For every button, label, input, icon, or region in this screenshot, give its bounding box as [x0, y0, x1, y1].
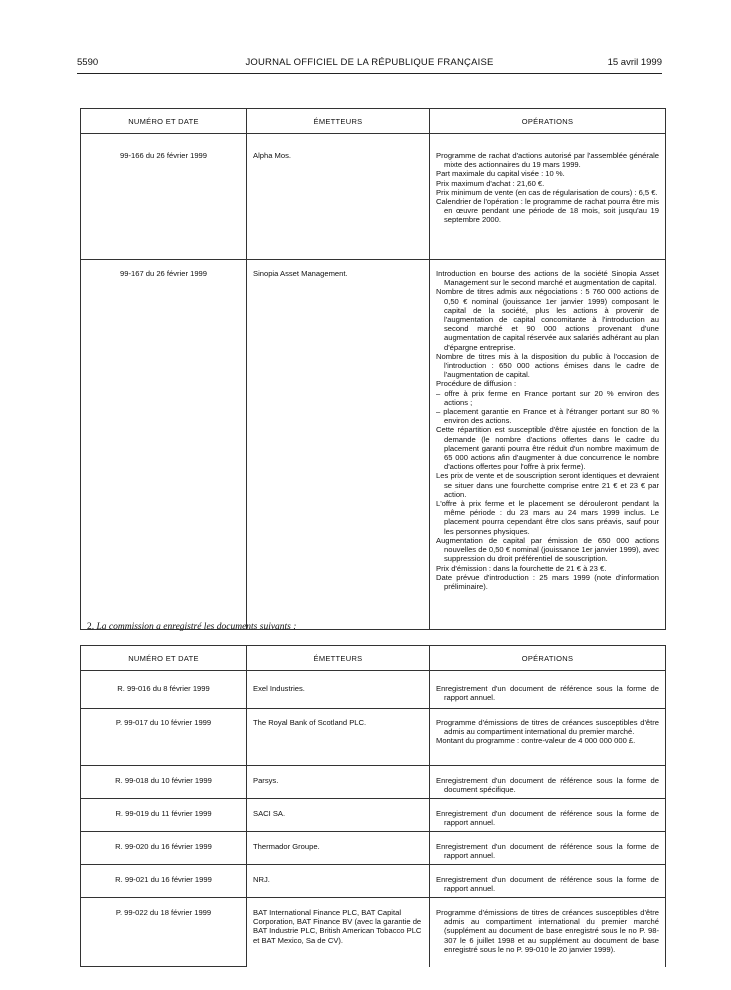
operation-line: Enregistrement d'un document de référence sous la forme de rapport annuel. [436, 842, 659, 861]
operations-cell [430, 134, 666, 260]
operation-line: Cette répartition est susceptible d'être ajustée en fonction de la demande (le nombre d'actions offertes dans le cadre du placement garanti pourra être réduit d'un nombre maximum de 65 000 actions afin d'augmenter à due concurrence le nombre d'actions offertes pour l'offre à prix ferme). [436, 425, 659, 472]
journal-title: JOURNAL OFFICIEL DE LA RÉPUBLIQUE FRANÇAISE [245, 57, 494, 68]
numero-cell: P. 99-017 du 10 février 1999 [81, 709, 247, 766]
numero-cell: 99-166 du 26 février 1999 [81, 134, 247, 260]
column-header-numero: NUMÉRO ET DATE [81, 646, 247, 671]
table-row [81, 134, 666, 260]
operation-line: Enregistrement d'un document de référence sous la forme de rapport annuel. [436, 875, 659, 894]
table-row [81, 865, 666, 898]
numero-cell: 99-167 du 26 février 1999 [81, 260, 247, 630]
operation-line: Enregistrement d'un document de référence sous la forme de document spécifique. [436, 776, 659, 795]
numero-cell: R. 99-019 du 11 février 1999 [81, 799, 247, 832]
numero-cell: R. 99-016 du 8 février 1999 [81, 671, 247, 709]
table-row [81, 709, 666, 766]
numero-cell: R. 99-020 du 16 février 1999 [81, 832, 247, 865]
emetteur-cell: Alpha Mos. [247, 134, 430, 260]
column-header-emetteurs: ÉMETTEURS [247, 109, 430, 134]
operation-line: Augmentation de capital par émission de 650 000 actions nouvelles de 0,50 € nominal (jouissance 1er janvier 1999), avec suppression du droit préférentiel de souscription. [436, 535, 659, 564]
operation-line: Les prix de vente et de souscription seront identiques et devraient se situer dans une fourchette comprise entre 21 € et 23 € par action. [436, 471, 659, 499]
emetteur-cell: Thermador Groupe. [247, 832, 430, 865]
emetteur-cell: Parsys. [247, 766, 430, 799]
operation-line: L'offre à prix ferme et le placement se dérouleront pendant la même période : du 23 mars au 24 mars 1999 inclus. Le placement pourra cependant être clos sans préavis, sauf pour les personnes physiques. [436, 499, 659, 536]
operations-cell [430, 865, 666, 898]
operation-line: Programme de rachat d'actions autorisé par l'assemblée générale mixte des actionnaires du 19 mars 1999. [436, 151, 659, 170]
operation-line: Nombre de titres admis aux négociations : 5 760 000 actions de 0,50 € nominal (jouissance 1er janvier 1999) composant le capital de la société, plus les actions à provenir de l'augmentation de capital concomitante à l'introduction au second marché et 90 000 actions provenant d'une augmentation de capital réservée aux salariés adhérant au plan d'épargne entreprise. [436, 287, 659, 352]
operation-line: Programme d'émissions de titres de créances susceptibles d'être admis au compartiment international du premier marché. [436, 718, 659, 737]
table-row [81, 260, 666, 630]
operations-cell [430, 671, 666, 709]
operations-cell [430, 709, 666, 766]
operations-cell [430, 260, 666, 630]
emetteur-cell: SACI SA. [247, 799, 430, 832]
operations-table [80, 108, 666, 630]
operation-line: Calendrier de l'opération : le programme de rachat pourra être mis en œuvre pendant une période de 18 mois, soit jusqu'au 19 septembre 2000. [436, 197, 659, 225]
operation-line: Enregistrement d'un document de référence sous la forme de rapport annuel. [436, 684, 659, 703]
page-header [77, 57, 662, 71]
documents-table [80, 645, 666, 967]
operation-line: Prix maximum d'achat : 21,60 €. [436, 178, 545, 188]
section-text: La commission a enregistré les documents suivants : [96, 622, 297, 632]
column-header-emetteurs: ÉMETTEURS [247, 646, 430, 671]
operation-line: Prix d'émission : dans la fourchette de 21 € à 23 €. [436, 563, 607, 573]
operations-cell [430, 832, 666, 865]
operation-line: Programme d'émissions de titres de créances susceptibles d'être admis au compartiment international du premier marché (supplément au document de base enregistré sous le no P. 98-307 le 6 juillet 1998 et au supplément au document de base enregistré sous le no P. 99-010 le 20 janvier 1999). [436, 908, 659, 954]
column-header-numero: NUMÉRO ET DATE [81, 109, 247, 134]
operation-line: Introduction en bourse des actions de la société Sinopia Asset Management sur le second marché et augmentation de capital. [436, 269, 659, 288]
issue-date: 15 avril 1999 [607, 57, 662, 68]
table-row [81, 898, 666, 967]
operation-line: – offre à prix ferme en France portant sur 20 % environ des actions ; [436, 388, 659, 407]
emetteur-cell: Exel Industries. [247, 671, 430, 709]
operations-cell [430, 898, 666, 967]
numero-cell: R. 99-018 du 10 février 1999 [81, 766, 247, 799]
numero-cell: R. 99-021 du 16 février 1999 [81, 865, 247, 898]
operations-cell [430, 766, 666, 799]
header-rule [77, 73, 662, 74]
operation-line: Montant du programme : contre-valeur de 4 000 000 000 £. [436, 736, 636, 746]
numero-cell: P. 99-022 du 18 février 1999 [81, 898, 247, 967]
table-row [81, 832, 666, 865]
operation-line: Nombre de titres mis à la disposition du public à l'occasion de l'introduction : 650 000 actions émises dans le cadre de l'augmentation de capital. [436, 351, 659, 380]
operation-line: – placement garantie en France et à l'étranger portant sur 80 % environ des actions. [436, 407, 659, 426]
table-row [81, 766, 666, 799]
emetteur-cell: BAT International Finance PLC, BAT Capital Corporation, BAT Finance BV (avec la garantie de BAT Industrie PLC, British American Tobacco PLC et BAT Mexico, Sa de CV). [247, 898, 430, 967]
section-number: 2. [87, 622, 95, 632]
page-number: 5590 [77, 57, 99, 68]
section-heading [87, 622, 296, 632]
table-row [81, 799, 666, 832]
operation-line: Prix minimum de vente (en cas de régularisation de cours) : 6,5 €. [436, 187, 658, 197]
emetteur-cell: The Royal Bank of Scotland PLC. [247, 709, 430, 766]
operations-cell [430, 799, 666, 832]
operation-line: Date prévue d'introduction : 25 mars 1999 (note d'information préliminaire). [436, 572, 659, 591]
column-header-operations: OPÉRATIONS [430, 646, 666, 671]
emetteur-cell: Sinopia Asset Management. [247, 260, 430, 630]
column-header-operations: OPÉRATIONS [430, 109, 666, 134]
table-row [81, 671, 666, 709]
operation-line: Enregistrement d'un document de référence sous la forme de rapport annuel. [436, 809, 659, 828]
operation-line: Procédure de diffusion : [436, 379, 517, 389]
emetteur-cell: NRJ. [247, 865, 430, 898]
operation-line: Part maximale du capital visée : 10 %. [436, 169, 565, 179]
